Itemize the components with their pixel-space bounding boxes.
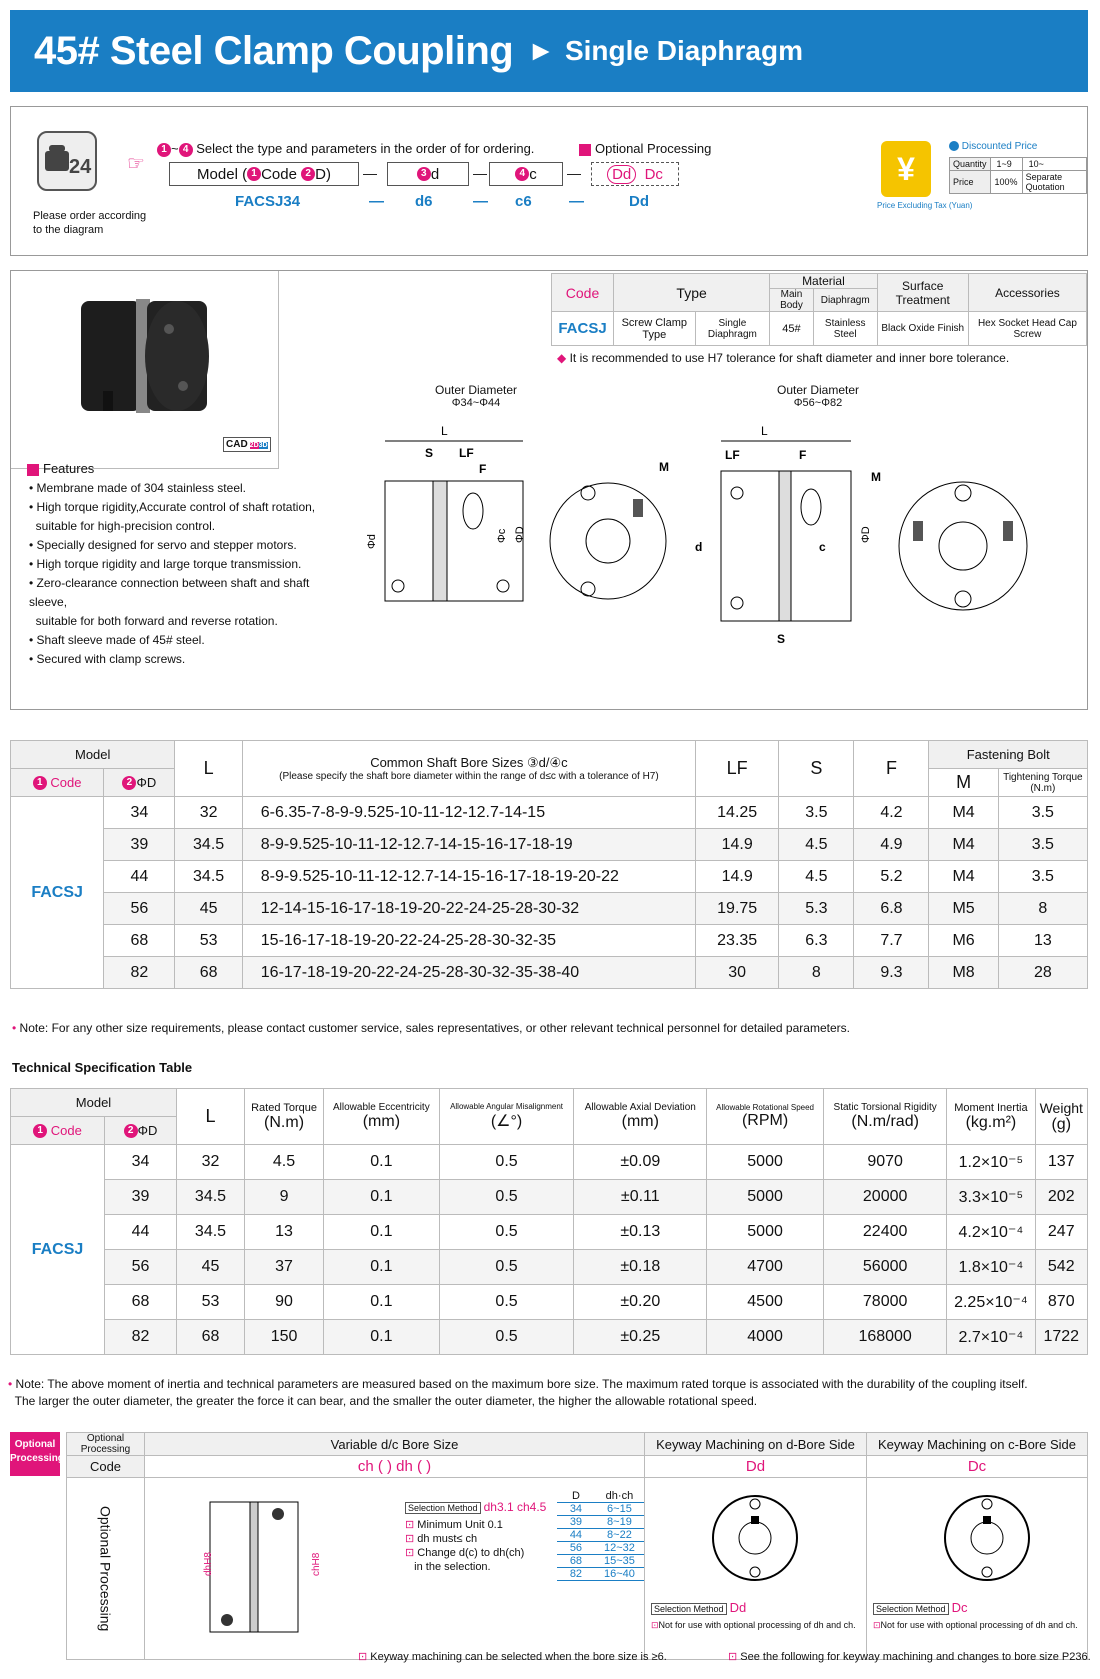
op-h-code: Code xyxy=(67,1456,145,1478)
dash: — xyxy=(363,165,377,181)
op-var-cell xyxy=(145,1478,645,1660)
table-cell: 68 xyxy=(175,957,242,989)
optional-badge: Optional Processing xyxy=(10,1432,60,1476)
table-cell: 19.75 xyxy=(696,893,779,925)
table-cell: 14.9 xyxy=(696,829,779,861)
spec-code: FACSJ xyxy=(552,312,614,346)
footer-note-1: ⊡ Keyway machining can be selected when the bore size is ≥6. xyxy=(358,1651,667,1663)
table-cell: 56 xyxy=(105,1250,177,1285)
dim-F: F xyxy=(799,448,807,462)
table-cell: 14.25 xyxy=(696,797,779,829)
table-cell: 8-9-9.525-10-11-12-12.7-14-15-16-17-18-19-20-22 xyxy=(242,861,695,893)
feature-item: suitable for high-precision control. xyxy=(35,519,216,533)
op-kd-cell xyxy=(645,1478,867,1660)
feature-item: • Zero-clearance connection between shaft and shaft sleeve, xyxy=(29,576,310,609)
mini-cell: 39 xyxy=(557,1516,595,1529)
table-cell: 2.7×10⁻⁴ xyxy=(947,1320,1035,1355)
dash: — xyxy=(369,193,384,210)
feature-item: • High torque rigidity,Accurate control of shaft rotation, xyxy=(29,500,316,514)
table-cell: 1.2×10⁻⁵ xyxy=(947,1145,1035,1180)
table-cell: 4500 xyxy=(707,1285,824,1320)
op-kc-cell xyxy=(867,1478,1088,1660)
op-side: Optional Processing xyxy=(67,1478,145,1660)
table-cell: 150 xyxy=(245,1320,324,1355)
table-cell: 3.5 xyxy=(779,797,854,829)
table-cell: 13 xyxy=(245,1215,324,1250)
table-cell: 5.2 xyxy=(854,861,929,893)
table-cell: 68 xyxy=(104,925,175,957)
t1-h-F: F xyxy=(854,741,929,797)
mini-row xyxy=(557,1503,644,1516)
table-cell: 53 xyxy=(175,925,242,957)
tech-table-title: Technical Specification Table xyxy=(12,1060,193,1075)
table-cell: M8 xyxy=(929,957,998,989)
mini-row xyxy=(557,1568,644,1581)
t2-h-code: 1 Code xyxy=(11,1117,105,1145)
table-cell: 5.3 xyxy=(779,893,854,925)
table-cell: 34.5 xyxy=(177,1215,245,1250)
not-for-dd: ⊡Not for use with optional processing of dh and ch. xyxy=(651,1620,856,1630)
table-cell: 4000 xyxy=(707,1320,824,1355)
table-cell: 202 xyxy=(1035,1180,1087,1215)
table-row xyxy=(11,1320,1088,1355)
dash: — xyxy=(473,165,487,181)
dim-d: Φd xyxy=(366,534,378,549)
table-cell: ±0.09 xyxy=(574,1145,707,1180)
t2-h-model: Model xyxy=(11,1089,177,1117)
table-cell: 0.1 xyxy=(324,1215,440,1250)
table-cell: 0.5 xyxy=(439,1250,574,1285)
table-cell: 0.5 xyxy=(439,1145,574,1180)
dim-c: c xyxy=(819,540,826,554)
t2-h-col: Allowable Eccentricity (mm) xyxy=(324,1089,440,1145)
table-row xyxy=(11,957,1088,989)
dash: — xyxy=(473,193,488,210)
op-h-op: Optional Processing xyxy=(67,1433,145,1456)
table-cell: 56000 xyxy=(824,1250,947,1285)
arrow-icon: ► xyxy=(527,35,555,66)
table-cell: 68 xyxy=(177,1320,245,1355)
table-cell: 0.5 xyxy=(439,1215,574,1250)
var-rules: ⊡ Minimum Unit 0.1 ⊡ dh must≤ ch ⊡ Change d(c) to dh(ch) in the selection. xyxy=(405,1519,525,1573)
ch-label: chH8 xyxy=(311,1552,322,1576)
table-cell: 32 xyxy=(175,797,242,829)
mini-cell: 34 xyxy=(557,1503,595,1516)
table-cell: 82 xyxy=(104,957,175,989)
table-cell: 3.5 xyxy=(998,829,1087,861)
t1-h-LF: LF xyxy=(696,741,779,797)
mini-cell: 12~32 xyxy=(595,1542,644,1555)
c-box: 4 c xyxy=(489,162,563,186)
mini-cell: 68 xyxy=(557,1555,595,1568)
dim-c: Φc xyxy=(496,528,508,543)
mini-row xyxy=(557,1542,644,1555)
dim-D: ΦD xyxy=(860,526,872,543)
table-cell: 4.5 xyxy=(779,829,854,861)
t2-h-col: Allowable Axial Deviation (mm) xyxy=(574,1089,707,1145)
table-cell: 34 xyxy=(104,797,175,829)
spec-h-code: Code xyxy=(552,274,614,312)
order-instruction-text: Select the type and parameters in the order of for ordering. xyxy=(196,141,535,156)
feature-item: • Membrane made of 304 stainless steel. xyxy=(29,481,246,495)
table-cell: 1722 xyxy=(1035,1320,1087,1355)
table-cell: 90 xyxy=(245,1285,324,1320)
tax-note: Price Excluding Tax (Yuan) xyxy=(877,201,973,210)
table-cell: 78000 xyxy=(824,1285,947,1320)
product-photo xyxy=(11,271,279,469)
table-cell: 4700 xyxy=(707,1250,824,1285)
table-row xyxy=(11,1145,1088,1180)
table-cell: 6-6.35-7-8-9-9.525-10-11-12-12.7-14-15 xyxy=(242,797,695,829)
dim-M: M xyxy=(659,460,669,474)
mini-row xyxy=(557,1555,644,1568)
t1-note: • Note: For any other size requirements, please contact customer service, sales representatives, or other relevant technical personnel for detailed parameters. xyxy=(12,1021,850,1035)
page-subtitle: Single Diaphragm xyxy=(564,35,803,66)
phone-24-icon xyxy=(37,131,97,191)
dim-M: M xyxy=(871,470,881,484)
t1-h-S: S xyxy=(779,741,854,797)
table-cell: ±0.13 xyxy=(574,1215,707,1250)
table-cell: 0.1 xyxy=(324,1180,440,1215)
spec-type: Screw Clamp Type xyxy=(614,312,696,346)
table-cell: 44 xyxy=(105,1215,177,1250)
feature-item: • Shaft sleeve made of 45# steel. xyxy=(29,633,205,647)
dim-S: S xyxy=(777,632,786,646)
mini-cell: 15~35 xyxy=(595,1555,644,1568)
dim-d: d xyxy=(695,540,703,554)
mini-cell: 16~40 xyxy=(595,1568,644,1581)
dim-L: L xyxy=(761,424,768,438)
table-row xyxy=(11,1285,1088,1320)
model-box: Model ( 1 Code 2 D) xyxy=(169,162,359,186)
table-cell: M5 xyxy=(929,893,998,925)
table-cell: 7.7 xyxy=(854,925,929,957)
table-cell: 8 xyxy=(998,893,1087,925)
table-cell: 37 xyxy=(245,1250,324,1285)
table-cell: 6.8 xyxy=(854,893,929,925)
table-cell: 13 xyxy=(998,925,1087,957)
table-cell: 16-17-18-19-20-22-24-25-28-30-32-35-38-40 xyxy=(242,957,695,989)
t2-h-d: 2 ΦD xyxy=(105,1117,177,1145)
hand-pointer-icon: ☞ xyxy=(127,153,145,175)
table-cell: 34.5 xyxy=(175,829,242,861)
table-cell: 5000 xyxy=(707,1215,824,1250)
page-title: 45# Steel Clamp Coupling xyxy=(34,28,514,73)
spec-h-accessories: Accessories xyxy=(968,274,1086,312)
table-cell: 4.9 xyxy=(854,829,929,861)
table-cell: M4 xyxy=(929,861,998,893)
table-cell: 542 xyxy=(1035,1250,1087,1285)
example-c: c6 xyxy=(515,193,532,210)
diagram1 xyxy=(363,421,683,651)
table-cell: 44 xyxy=(104,861,175,893)
table-cell: 34.5 xyxy=(175,861,242,893)
mini-cell: 8~19 xyxy=(595,1516,644,1529)
table-row xyxy=(11,1180,1088,1215)
table-cell: 137 xyxy=(1035,1145,1087,1180)
t2-h-col: Allowable Rotational Speed (RPM) xyxy=(707,1089,824,1145)
op-h-kd: Keyway Machining on d-Bore Side xyxy=(645,1433,867,1456)
table-cell: 870 xyxy=(1035,1285,1087,1320)
table-cell: 56 xyxy=(104,893,175,925)
table-cell: 32 xyxy=(177,1145,245,1180)
t1-h-bore: Common Shaft Bore Sizes ③d/④c (Please specify the shaft bore diameter within the range of d≤c with a tolerance of H7) xyxy=(242,741,695,797)
table-cell: 82 xyxy=(105,1320,177,1355)
spec-accessories: Hex Socket Head Cap Screw xyxy=(968,312,1086,346)
table-cell: 8 xyxy=(779,957,854,989)
spec-main: 45# xyxy=(770,312,814,346)
price-table: Quantity 1~9 10~ Price 100% Separate Quotation xyxy=(949,157,1087,194)
table-cell: M4 xyxy=(929,797,998,829)
t2-note: • Note: The above moment of inertia and technical parameters are measured based on the maximum bore size. The maximum rated torque is associated with the durability of the coupling itself. The larger the outer diameter, the greater the force it can bear, and the smaller the outer diameter, the higher the allowable rotational speed. xyxy=(8,1377,1028,1408)
model-code-cell: FACSJ xyxy=(11,797,104,989)
spec-h-type: Type xyxy=(614,274,770,312)
table-cell: 0.5 xyxy=(439,1285,574,1320)
optional-table xyxy=(66,1432,1088,1660)
table-cell: 45 xyxy=(175,893,242,925)
discount-title: Discounted Price xyxy=(949,141,1037,152)
table-cell: 30 xyxy=(696,957,779,989)
mini-row xyxy=(557,1516,644,1529)
table-cell: 39 xyxy=(105,1180,177,1215)
model-code-cell: FACSJ xyxy=(11,1145,105,1355)
table-cell: 0.1 xyxy=(324,1320,440,1355)
t2-h-col: Weight (g) xyxy=(1035,1089,1087,1145)
table-cell: 9070 xyxy=(824,1145,947,1180)
mini-row xyxy=(557,1529,644,1542)
table-cell: 3.5 xyxy=(998,797,1087,829)
table-row xyxy=(11,1215,1088,1250)
mini-cell: 82 xyxy=(557,1568,595,1581)
table-cell: 4.5 xyxy=(245,1145,324,1180)
table-cell: 1.8×10⁻⁴ xyxy=(947,1250,1035,1285)
svg-text:24: 24 xyxy=(69,156,92,178)
spec-diaphragm: Stainless Steel xyxy=(813,312,877,346)
dim-S: S xyxy=(425,446,434,460)
t1-h-code: 1 Code xyxy=(11,769,104,797)
table-cell: ±0.11 xyxy=(574,1180,707,1215)
table-cell: M6 xyxy=(929,925,998,957)
optional-processing-label: Optional Processing xyxy=(579,141,711,156)
features-title: Features xyxy=(27,461,94,476)
t1-h-d: 2 ΦD xyxy=(104,769,175,797)
table-cell: 8-9-9.525-10-11-12-12.7-14-15-16-17-18-19 xyxy=(242,829,695,861)
example-model: FACSJ34 xyxy=(235,193,301,210)
d-box: 3 d xyxy=(387,162,469,186)
op-h-var: Variable d/c Bore Size xyxy=(145,1433,645,1456)
table-cell: 12-14-15-16-17-18-19-20-22-24-25-28-30-32 xyxy=(242,893,695,925)
dim-L: L xyxy=(441,424,448,438)
t2-h-col: Rated Torque (N.m) xyxy=(245,1089,324,1145)
diagram2 xyxy=(695,421,1085,651)
step1-badge: 1 xyxy=(157,143,171,157)
feature-item: • High torque rigidity and large torque transmission. xyxy=(29,557,302,571)
dim-LF: LF xyxy=(725,448,740,462)
table-cell: ±0.25 xyxy=(574,1320,707,1355)
op-code-kd: Dd xyxy=(645,1456,867,1478)
spec-h-material: Material xyxy=(770,274,877,289)
table-cell: 14.9 xyxy=(696,861,779,893)
table-cell: 45 xyxy=(177,1250,245,1285)
tolerance-note: ◆ It is recommended to use H7 tolerance for shaft diameter and inner bore tolerance. xyxy=(557,351,1010,365)
t1-h-model: Model xyxy=(11,741,175,769)
table-cell: 5000 xyxy=(707,1180,824,1215)
table-cell: 34.5 xyxy=(177,1180,245,1215)
keyway-c-diagram xyxy=(937,1488,1037,1588)
table-row xyxy=(11,829,1088,861)
table-cell: 15-16-17-18-19-20-22-24-25-28-30-32-35 xyxy=(242,925,695,957)
table-cell: 3.5 xyxy=(998,861,1087,893)
table-cell: 4.2×10⁻⁴ xyxy=(947,1215,1035,1250)
spec-table xyxy=(551,273,1087,346)
table-cell: 34 xyxy=(105,1145,177,1180)
mini-cell: 6~15 xyxy=(595,1503,644,1516)
table-row xyxy=(11,797,1088,829)
diagram1-title: Outer Diameter Φ34~Φ44 xyxy=(434,383,518,409)
dash: — xyxy=(569,193,584,210)
table-cell: 53 xyxy=(177,1285,245,1320)
dash: — xyxy=(567,165,581,181)
table-row xyxy=(11,861,1088,893)
table-cell: 3.3×10⁻⁵ xyxy=(947,1180,1035,1215)
feature-item: • Specially designed for servo and stepper motors. xyxy=(29,538,297,552)
spec-h-surface: Surface Treatment xyxy=(877,274,968,312)
yen-icon: ¥ xyxy=(881,141,931,197)
order-instruction: 1 ~ 4 Select the type and parameters in the order of for ordering. xyxy=(157,141,534,157)
page-header xyxy=(10,10,1088,92)
example-d: d6 xyxy=(415,193,433,210)
spec-surface: Black Oxide Finish xyxy=(877,312,968,346)
var-bore-diagram xyxy=(165,1492,322,1642)
footer-note-2: ⊡ See the following for keyway machining and changes to bore size P236. xyxy=(728,1651,1091,1663)
dim-D: ΦD xyxy=(514,526,526,543)
order-note: Please order according to the diagram xyxy=(33,210,147,236)
table-cell: 0.1 xyxy=(324,1250,440,1285)
table-cell: 0.1 xyxy=(324,1285,440,1320)
feature-item: • Secured with clamp screws. xyxy=(29,652,186,666)
table-cell: 9.3 xyxy=(854,957,929,989)
mini-cell: 56 xyxy=(557,1542,595,1555)
bore-size-table xyxy=(10,740,1088,989)
spec-h-main: Main Body xyxy=(770,289,814,312)
order-section xyxy=(10,106,1088,256)
sel-dd: Selection Method Dd xyxy=(651,1600,746,1615)
table-cell: ±0.20 xyxy=(574,1285,707,1320)
t2-h-col: Moment Inertia (kg.m²) xyxy=(947,1089,1035,1145)
mini-cell: 44 xyxy=(557,1529,595,1542)
table-cell: 2.25×10⁻⁴ xyxy=(947,1285,1035,1320)
table-cell: 20000 xyxy=(824,1180,947,1215)
table-cell: 168000 xyxy=(824,1320,947,1355)
selection-method: Selection Method dh3.1 ch4.5 xyxy=(405,1500,546,1514)
feature-item: suitable for both forward and reverse rotation. xyxy=(35,614,278,628)
features-list xyxy=(29,479,349,669)
example-dd: Dd xyxy=(629,193,649,210)
table-cell: 39 xyxy=(104,829,175,861)
t2-h-col: Static Torsional Rigidity (N.m/rad) xyxy=(824,1089,947,1145)
t2-h-L: L xyxy=(177,1089,245,1145)
table-cell: 0.5 xyxy=(439,1180,574,1215)
op-code-var: ch ( ) dh ( ) xyxy=(145,1456,645,1478)
mini-cell: 8~22 xyxy=(595,1529,644,1542)
table-cell: 28 xyxy=(998,957,1087,989)
t1-h-L: L xyxy=(175,741,242,797)
dh-label: dhH8 xyxy=(203,1552,214,1576)
t1-h-torque: Tightening Torque (N.m) xyxy=(998,769,1087,797)
tech-spec-table xyxy=(10,1088,1088,1355)
spec-section xyxy=(10,270,1088,710)
table-cell: 0.1 xyxy=(324,1145,440,1180)
diagram2-title: Outer Diameter Φ56~Φ82 xyxy=(776,383,860,409)
dim-F: F xyxy=(479,462,487,476)
table-cell: 68 xyxy=(105,1285,177,1320)
table-cell: 4.2 xyxy=(854,797,929,829)
spec-type2: Single Diaphragm xyxy=(695,312,770,346)
spec-h-diaphragm: Diaphragm xyxy=(813,289,877,312)
table-cell: ±0.18 xyxy=(574,1250,707,1285)
table-row xyxy=(11,925,1088,957)
table-cell: 0.5 xyxy=(439,1320,574,1355)
table-cell: 22400 xyxy=(824,1215,947,1250)
table-cell: M4 xyxy=(929,829,998,861)
t1-h-M: M xyxy=(929,769,998,797)
op-h-kc: Keyway Machining on c-Bore Side xyxy=(867,1433,1088,1456)
op-code-kc: Dc xyxy=(867,1456,1088,1478)
keyway-d-diagram xyxy=(705,1488,805,1588)
cad-badge: CAD 2D3D xyxy=(223,437,271,452)
dim-LF: LF xyxy=(459,446,474,460)
table-cell: 6.3 xyxy=(779,925,854,957)
table-cell: 9 xyxy=(245,1180,324,1215)
table-row xyxy=(11,1250,1088,1285)
not-for-dc: ⊡Not for use with optional processing of dh and ch. xyxy=(873,1620,1078,1630)
dd-dc-box: Dd Dc xyxy=(591,162,679,186)
table-cell: 23.35 xyxy=(696,925,779,957)
table-cell: 247 xyxy=(1035,1215,1087,1250)
mini-table: D dh·ch 34 6~15 39 8~19 44 8~22 56 12~32 68 15~35 82 16~40 xyxy=(557,1490,644,1581)
table-cell: 5000 xyxy=(707,1145,824,1180)
t1-h-bolt: Fastening Bolt xyxy=(929,741,1088,769)
sel-dc: Selection Method Dc xyxy=(873,1600,968,1615)
t2-h-col: Allowable Angular Misalignment (∠°) xyxy=(439,1089,574,1145)
step4-badge: 4 xyxy=(179,143,193,157)
table-cell: 4.5 xyxy=(779,861,854,893)
table-row xyxy=(11,893,1088,925)
